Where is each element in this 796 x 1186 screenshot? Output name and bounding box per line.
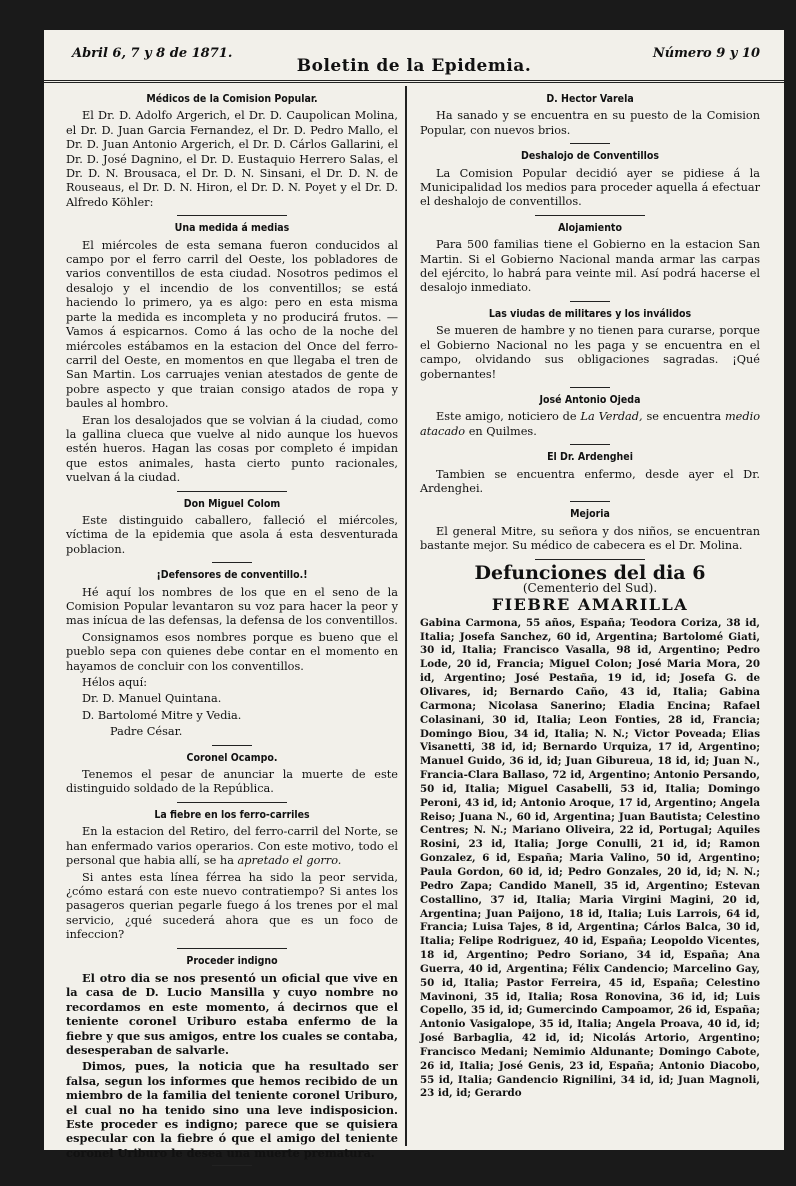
deaths-list: Gabina Carmona, 55 años, España; Teodora Coriza, 38 id, Italia; Josefa Sanchez, 60 id, Argentina; Bartolomé Giati, 30 id, Italia; Francisco Vasalla, 98 id, Argentino; Pedro Lode, 20 id, Francia; Miguel Colon; José Maria Mora, 20 id, Argentino; José Pestaña, 19 id, id; Josefa G. de Olivares, id; Bernardo Caño, 43 id, Italia; Gabina Carmona; Nicolasa Sanerino; Eladia Encina; Rafael Colasinani, 30 id, Italia; Leon Fonties, 28 id, Francia; Domingo Biou, 34 id, Italia; N. N.; Victor Poveada; Elias Visanetti, 38 id, id; Bernardo Urquiza, 17 id, Argentino; Manuel Guido, 36 id, id; Juan Gibureua, 18 id, id; Juan N., Francia-Clara Ballaso, 72 id, Argentino; Antonio Persando, 50 id, Italia; Miguel Casabelli, 53 id, Italia; Domingo Peroni, 43 id, id; Antonio Aroque, 17 id, Argentino; Angela Reiso; Juana N., 60 id, Argentina; Juan Bautista; Celestino Centres; N. N.; Mariano Oliveira, 22 id, Portugal; Aquiles Rosini, 23 id, Italia; Jorge Conulli, 21 id, id; Ramon Gonzalez, 6 id, España; Maria Valino, 50 id, Argentino; Paula Gordon, 60 id, id; Pedro Gonzales, 20 id, id; N. N.; Pedro Zapa; Candido Manell, 35 id, Argentino; Estevan Costallino, 37 id, Italia; Maria Virgini Magini, 20 id, Argentina; Juan Paijono, 18 id, Italia; Luis Larrois, 64 id, Francia; Luisa Tajes, 8 id, Argentina; Cárlos Balca, 30 id, Italia; Felipe Rodriguez, 40 id, España; Leopoldo Vicentes, 18 id, Argentino; Pedro Soriano, 34 id, España; Ana Guerra, 40 id, Argentina; Félix Candencio; Marcelino Gay, 50 id, Italia; Pastor Ferreira, 45 id, España; Celestino Mavinoni, 35 id, Italia; Rosa Ronovina, 36 id, id; Luis Copello, 35 id, id; Gumercindo Campoamor, 26 id, España; Antonio Vasigalope, 35 id, Italia; Angela Proava, 40 id, id; José Barbaglia, 42 id, id; Nicolás Artorio, Argentino; Francisco Medani; Nemimio Aldunante; Domingo Cabote, 26 id, Italia; José Genis, 23 id, España; Antonio Diacobo, 55 id, Italia; Gandencio Rignilini, 34 id, id; Juan Magnoli, 23 id, id; Gerardo — [420, 616, 760, 1100]
newspaper-page — [44, 30, 784, 1160]
column-divider — [405, 86, 407, 1146]
article-text: El general Mitre, su señora y dos niños, se encuentran bastante mejor. Su médico de cabecera es el Dr. Molina. — [420, 524, 760, 553]
list-item: Hélos aquí: — [82, 676, 148, 690]
list-item: Dr. D. Manuel Quintana. — [82, 692, 222, 706]
section-rule — [570, 444, 610, 445]
section-rule — [570, 301, 610, 302]
article-text: Se mueren de hambre y no tienen para curarse, porque el Gobierno Nacional no les paga y se encuentra en el campo, olvidando sus obligaciones sagradas. ¡Qué gobernantes! — [420, 324, 760, 381]
list-item: Padre César. — [110, 725, 183, 739]
section-rule — [177, 802, 287, 803]
article-text: Hé aquí los nombres de los que en el seno de la Comision Popular levantaron su voz para hacer la peor y mas inícua de las defensas, la defensa de los conventillos. — [66, 585, 398, 628]
article-text: Consignamos esos nombres porque es bueno que el pueblo sepa con quienes debe contar en el momento en hayamos de concluir con los conventillos. — [66, 630, 398, 673]
article-text: Para 500 familias tiene el Gobierno en la estacion San Martin. Si el Gobierno Nacional manda armar las carpas del ejército, lo habrá para veinte mil. Así podrá hacerse el desalojo inmediato. — [420, 238, 760, 295]
section-rule — [570, 501, 610, 502]
issue-date: Abril 6, 7 y 8 de 1871. — [72, 46, 233, 61]
section-rule — [212, 1165, 252, 1166]
deaths-subtitle: (Cementerio del Sud). — [522, 580, 658, 595]
article-text: Dimos, pues, la noticia que ha resultado ser falsa, segun los informes que hemos recibido de un miembro de la familia del teniente coronel Uriburo, el cual no ha tenido sino una leve indisposicion. Este proceder es indigno; parece que se quisiera especular con la fiebre ó que el amigo del teniente coronel Uriburo le desea una muerte prematura. — [66, 1059, 398, 1160]
article-text: Si antes esta línea férrea ha sido la peor servida, ¿cómo estará con este nuevo contratiempo? Si antes los pasageros querian pegarle fuego á los trenes por el mal servicio, ¿qué sucederá ahora que es un foco de infeccion? — [66, 870, 398, 942]
section-title: Coronel Ocampo. — [186, 751, 278, 764]
deaths-title: Defunciones del dia 6 — [474, 561, 706, 584]
section-title: D. Hector Varela — [546, 93, 634, 105]
article-text: Ha sanado y se encuentra en su puesto de la Comision Popular, con nuevos brios. — [420, 109, 760, 137]
issue-number: Número 9 y 10 — [652, 46, 760, 61]
section-title: Mejoria — [570, 508, 610, 521]
section-rule — [177, 491, 287, 492]
section-rule — [177, 215, 287, 216]
section-title: Médicos de la Comision Popular. — [146, 93, 318, 105]
article-text: El Dr. D. Adolfo Argerich, el Dr. D. Caupolican Molina, el Dr. D. Juan Garcia Fernandez, el Dr. D. Pedro Mallo, el Dr. D. Juan Antonio Argerich, el Dr. D. Cárlos Gallarini, el Dr. D. José Dagnino, el Dr. D. Eustaquio Herrero Salas, el Dr. D. N. Brousaca, el Dr. D. N. Sinsani, el Dr. D. N. de Rouseaus, el Dr. D. N. Hiron, el Dr. D. N. Poyet y el Dr. D. Alfredo Köhler: — [66, 109, 398, 209]
section-rule — [212, 562, 252, 563]
article-text: Tambien se encuentra enfermo, desde ayer el Dr. Ardenghei. — [420, 467, 760, 495]
list-item: D. Bartolomé Mitre y Vedia. — [82, 708, 242, 722]
right-column — [420, 88, 760, 1101]
section-title: Don Miguel Colom — [183, 497, 281, 510]
section-rule — [212, 745, 252, 746]
article-text: Este amigo, noticiero de La Verdad, se encuentra medio atacado en Quilmes. — [420, 410, 760, 438]
section-title: Las viudas de militares y los inválidos — [488, 307, 692, 320]
fever-heading: FIEBRE AMARILLA — [491, 595, 689, 615]
section-title: ¡Defensores de conventillo.! — [156, 569, 308, 582]
article-text: Este distinguido caballero, falleció el miércoles, víctima de la epidemia que asola á esta desventurada poblacion. — [66, 513, 398, 556]
section-title: Alojamiento — [558, 221, 622, 234]
section-title: José Antonio Ojeda — [539, 393, 641, 406]
section-title: Deshalojo de Conventillos — [521, 150, 659, 163]
section-rule — [177, 948, 287, 949]
newspaper-title: Boletin de la Epidemia. — [296, 56, 532, 76]
article-text: En la estacion del Retiro, del ferro-carril del Norte, se han enfermado varios operarios. Con este motivo, todo el personal que habia allí, se ha apretado el gorro. — [66, 825, 398, 868]
section-title: La fiebre en los ferro-carriles — [154, 808, 310, 821]
article-text: Tenemos el pesar de anunciar la muerte de este distinguido soldado de la República. — [66, 768, 398, 796]
section-rule — [570, 387, 610, 388]
article-text: El miércoles de esta semana fueron conducidos al campo por el ferro carril del Oeste, los pobladores de varios conventillos de esta ciudad. Nosotros pedimos el desalojo y el incendio de los conventillos; se está haciendo lo primero, ya es algo: pero en esta misma parte la medida es incompleta y no producirá frutos. — Vamos á espicarnos. Como á las ocho de la noche del miércoles estábamos en la estacion del Once del ferro-carril del Oeste, en momentos en que llegaba el tren de San Martin. Los carruajes venian atestados de gente de pobre aspecto y que traian consigo atados de ropa y baules al hombro. — [66, 238, 398, 411]
names-list — [66, 676, 398, 740]
masthead — [44, 40, 784, 83]
section-title: Una medida á medias — [174, 222, 290, 235]
section-rule — [570, 143, 610, 144]
article-text: El otro dia se nos presentó un oficial que vive en la casa de D. Lucio Mansilla y cuyo nombre no recordamos en este momento, á decirnos que el teniente coronel Uriburo estaba enfermo de la fiebre y que sus amigos, entre los cuales se contaba, desesperaban de salvarle. — [66, 970, 398, 1057]
section-rule — [535, 215, 645, 216]
article-text: Eran los desalojados que se volvian á la ciudad, como la gallina clueca que vuelve al nido aunque los huevos estén hueros. Hagan las cosas por completo é impidan que estos animales, hasta cierto punto racionales, vuelvan á la ciudad. — [66, 413, 398, 485]
section-title: Proceder indigno — [186, 954, 278, 967]
section-title: El Dr. Ardenghei — [547, 451, 633, 464]
section-rule — [535, 559, 645, 560]
article-text: La Comision Popular decidió ayer se pidiese á la Municipalidad los medios para proceder aquella á efectuar el deshalojo de conventillos. — [420, 166, 760, 209]
left-column — [66, 88, 398, 1171]
